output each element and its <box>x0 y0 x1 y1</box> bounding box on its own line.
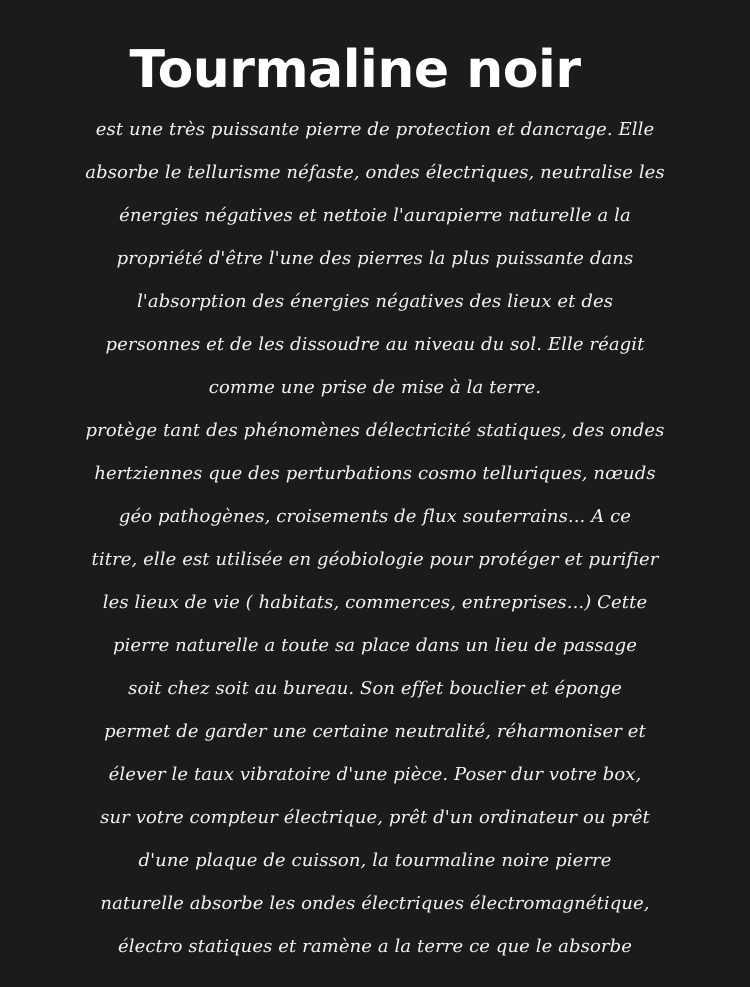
page-title: Tourmaline noir <box>129 40 581 100</box>
text-line: personnes et de les dissoudre au niveau du sol. Elle réagit <box>105 334 645 355</box>
description-text <box>70 108 680 968</box>
text-line: protège tant des phénomènes délectricité statiques, des ondes <box>85 420 665 441</box>
text-line: sur votre compteur électrique, prêt d'un ordinateur ou prêt <box>100 807 650 828</box>
text-line: géo pathogènes, croisements de flux souterrains... A ce <box>118 506 632 527</box>
text-line: l'absorption des énergies négatives des lieux et des <box>136 291 614 312</box>
text-line: titre, elle est utilisée en géobiologie pour protéger et purifier <box>91 549 659 570</box>
text-line: hertziennes que des perturbations cosmo telluriques, nœuds <box>94 463 656 484</box>
text-line: les lieux de vie ( habitats, commerces, entreprises...) Cette <box>102 592 648 613</box>
text-line: électro statiques et ramène a la terre ce que le absorbe <box>117 936 632 957</box>
text-line: naturelle absorbe les ondes électriques électromagnétique, <box>100 893 650 914</box>
text-line: d'une plaque de cuisson, la tourmaline noire pierre <box>138 850 612 871</box>
text-line: permet de garder une certaine neutralité, réharmoniser et <box>104 721 646 742</box>
text-line: comme une prise de mise à la terre. <box>208 377 542 398</box>
text-line: soit chez soit au bureau. Son effet bouclier et éponge <box>128 678 622 699</box>
text-line: énergies négatives et nettoie l'aurapierre naturelle a la <box>119 205 631 226</box>
text-line: absorbe le tellurisme néfaste, ondes électriques, neutralise les <box>85 162 665 183</box>
text-line: élever le taux vibratoire d'une pièce. Poser dur votre box, <box>108 764 642 785</box>
text-line: pierre naturelle a toute sa place dans un lieu de passage <box>112 635 638 656</box>
text-line: est une très puissante pierre de protection et dancrage. Elle <box>95 119 655 140</box>
text-line: propriété d'être l'une des pierres la plus puissante dans <box>116 248 634 269</box>
